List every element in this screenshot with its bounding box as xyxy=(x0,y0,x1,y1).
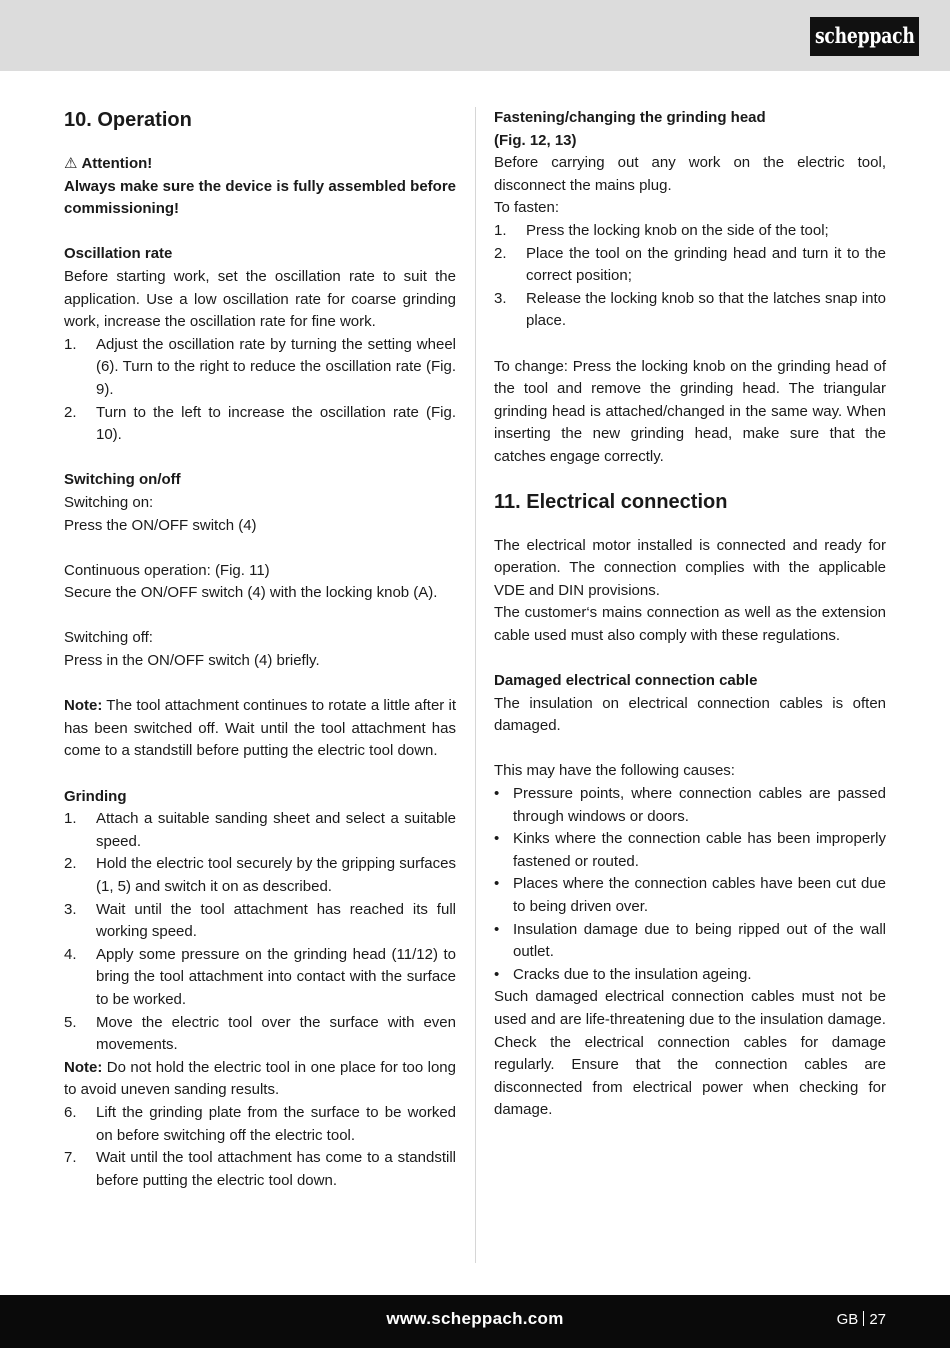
subheading-damaged-cable: Damaged electrical connection cable xyxy=(494,672,758,690)
causes-list xyxy=(494,783,886,986)
list-item: 1. Press the locking knob on the side of the tool; xyxy=(494,221,829,239)
attention-line: ⚠ Attention! xyxy=(64,153,456,176)
list-item: 2. Turn to the left to increase the oscillation rate (Fig. 10). xyxy=(64,403,456,444)
section-heading-operation: 10. Operation xyxy=(64,109,192,131)
continuous-label: Continuous operation: (Fig. 11) xyxy=(64,561,270,579)
list-item: • Cracks due to the insulation ageing. xyxy=(494,965,752,983)
switching-off-label: Switching off: xyxy=(64,629,153,647)
list-item: 4. Apply some pressure on the grinding head (11/12) to bring the tool attachment into contact with the surface to be worked. xyxy=(64,945,456,1008)
damaged-p1: The insulation on electrical connection cables is often damaged. xyxy=(494,694,886,735)
oscillation-intro: Before starting work, set the oscillation rate to suit the application. Use a low oscillation rate for coarse grinding work, increase the oscillation rate for fine work. xyxy=(64,267,456,331)
electrical-p1: The electrical motor installed is connected and ready for operation. The connection complies with the applicable VDE and DIN provisions. xyxy=(494,536,886,599)
note-standstill: Note: The tool attachment continues to rotate a little after it has been switched off. Wait until the tool attachment has come to a standstill before putting the electric tool down. xyxy=(64,697,456,760)
section-heading-electrical: 11. Electrical connection xyxy=(494,490,728,513)
column-divider xyxy=(475,107,476,1263)
oscillation-steps xyxy=(64,334,456,447)
subheading-grinding: Grinding xyxy=(64,787,127,805)
list-item: • Kinks where the connection cable has been improperly fastened or routed. xyxy=(494,830,886,870)
switching-on-label: Switching on: xyxy=(64,493,154,511)
grinding-steps-continued xyxy=(64,1102,456,1192)
subheading-fastening-figs: (Fig. 12, 13) xyxy=(494,131,577,149)
scheppach-logo: scheppach xyxy=(810,17,919,56)
list-item: • Insulation damage due to being ripped out of the wall outlet. xyxy=(494,920,886,961)
warning-triangle-icon: ⚠ xyxy=(64,155,78,172)
list-item: 2. Place the tool on the grinding head and turn it to the correct position; xyxy=(494,244,886,285)
switching-off-text: Press in the ON/OFF switch (4) briefly. xyxy=(64,652,320,670)
damaged-p2: Such damaged electrical connection cables must not be used and are life-threatening due to the insulation damage. xyxy=(494,988,886,1028)
subheading-switching: Switching on/off xyxy=(64,471,181,489)
list-item: 5. Move the electric tool over the surface with even movements. xyxy=(64,1013,456,1054)
right-column xyxy=(494,107,886,1122)
list-item: • Places where the connection cables have been cut due to being driven over. xyxy=(494,875,886,915)
continuous-text: Secure the ON/OFF switch (4) with the locking knob (A). xyxy=(64,584,438,602)
electrical-p2: The customer‘s mains connection as well as the extension cable used must also comply with these regulations. xyxy=(494,604,886,644)
list-item: 3. Release the locking knob so that the latches snap into place. xyxy=(494,289,886,330)
website-link[interactable]: www.scheppach.com xyxy=(386,1309,564,1328)
fastening-steps xyxy=(494,220,886,333)
footer-bar xyxy=(0,1295,950,1348)
fastening-intro: Before carrying out any work on the electric tool, disconnect the mains plug. xyxy=(494,154,886,194)
header-bar xyxy=(0,0,950,71)
attention-text: Always make sure the device is fully assembled before commissioning! xyxy=(64,177,456,218)
damaged-p3: Check the electrical connection cables for damage regularly. Ensure that the connection cables are disconnected from electrical power when checking for damage. xyxy=(494,1033,886,1119)
switching-on-text: Press the ON/OFF switch (4) xyxy=(64,516,257,534)
fasten-label: To fasten: xyxy=(494,199,560,217)
change-text: To change: Press the locking knob on the grinding head of the tool and remove the grinding head. The triangular grinding head is attached/changed in the same way. When inserting the new grinding head, make sure that the catches engage correctly. xyxy=(494,357,886,465)
grinding-steps xyxy=(64,808,456,1057)
list-item: 6. Lift the grinding plate from the surface to be worked on before switching off the electric tool. xyxy=(64,1103,456,1144)
causes-intro: This may have the following causes: xyxy=(494,762,735,780)
list-item: 1. Attach a suitable sanding sheet and select a suitable speed. xyxy=(64,810,456,850)
left-column xyxy=(64,107,456,1192)
note-uneven: Note: Do not hold the electric tool in one place for too long to avoid uneven sanding results. xyxy=(64,1058,456,1099)
list-item: 1. Adjust the oscillation rate by turning the setting wheel (6). Turn to the right to reduce the oscillation rate (Fig. 9). xyxy=(64,335,456,398)
page-number: GB 27 xyxy=(836,1311,886,1328)
subheading-fastening: Fastening/changing the grinding head xyxy=(494,109,766,126)
list-item: • Pressure points, where connection cables are passed through windows or doors. xyxy=(494,785,886,825)
list-item: 3. Wait until the tool attachment has reached its full working speed. xyxy=(64,900,456,941)
subheading-oscillation-rate: Oscillation rate xyxy=(64,245,173,263)
list-item: 7. Wait until the tool attachment has come to a standstill before putting the electric tool down. xyxy=(64,1149,456,1189)
list-item: 2. Hold the electric tool securely by the gripping surfaces (1, 5) and switch it on as described. xyxy=(64,855,456,895)
